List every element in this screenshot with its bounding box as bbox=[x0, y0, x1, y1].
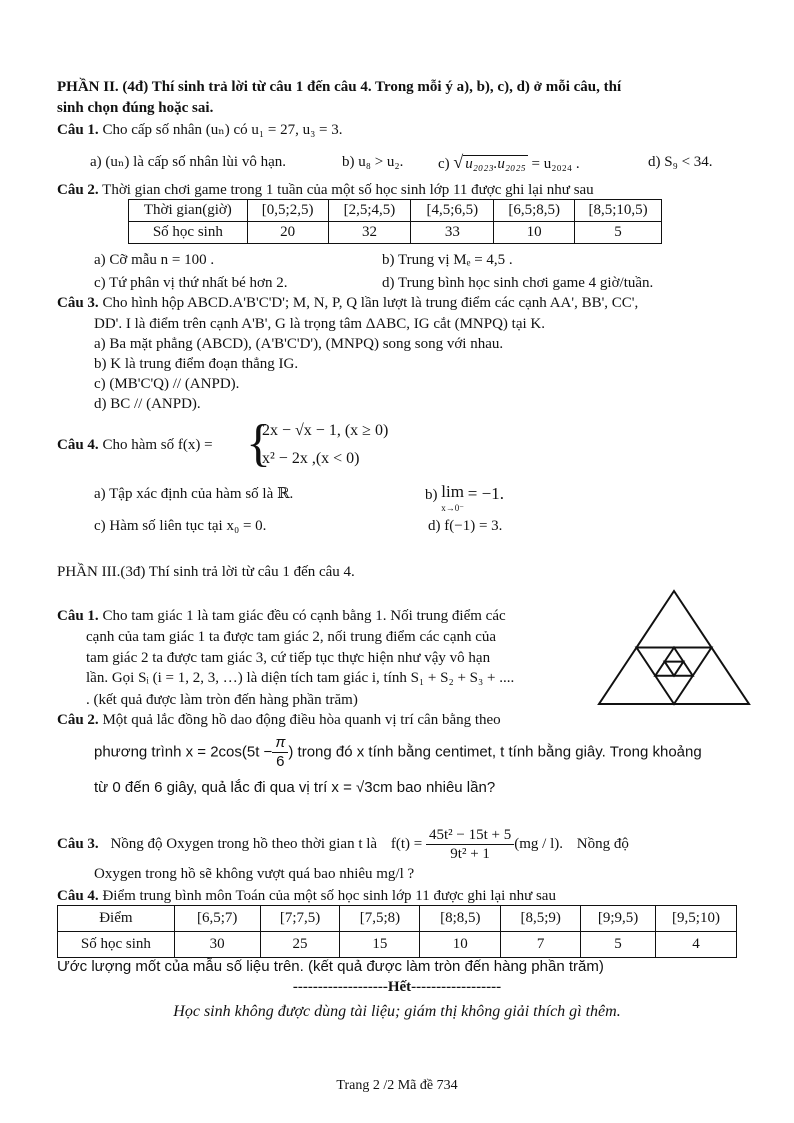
limit-value: = −1. bbox=[467, 484, 504, 503]
table-cell: 33 bbox=[411, 222, 494, 244]
limit-expression bbox=[441, 484, 464, 516]
table-cell: [0,5;2,5) bbox=[247, 200, 328, 222]
part2-q1-option-c bbox=[438, 152, 580, 174]
fraction-denominator: 6 bbox=[276, 753, 285, 770]
option-b-label: b) bbox=[425, 487, 438, 503]
question-text: Nồng độ Oxygen trong hồ theo thời gian t là bbox=[110, 836, 378, 852]
question-text: Một quả lắc đồng hồ dao động điều hòa quanh vị trí cân bằng theo bbox=[102, 712, 501, 728]
table-cell: 10 bbox=[420, 932, 501, 958]
fraction-numerator: π bbox=[272, 734, 288, 753]
table-cell: [7;7,5) bbox=[260, 906, 340, 932]
part3-q4-note: Ước lượng mốt của mẫu số liệu trên. (kết quả được làm tròn đến hàng phần trăm) bbox=[57, 958, 604, 975]
game-time-table bbox=[128, 199, 662, 244]
table-cell: [8,5;9) bbox=[501, 906, 581, 932]
part2-q4-option-d: d) f(−1) = 3. bbox=[428, 518, 503, 534]
question-stem: Cho cấp số nhân (uₙ) có u₁ = 27, u₃ = 3. bbox=[102, 122, 343, 138]
equation-suffix: ) trong đó x tính bằng centimet, t tính bằng giây. Trong khoảng bbox=[288, 743, 702, 761]
oxygen-fraction bbox=[426, 826, 514, 863]
function-prefix: f(t) = bbox=[390, 836, 423, 852]
table-cell: 10 bbox=[494, 222, 575, 244]
part3-q3-line1 bbox=[57, 826, 629, 863]
part2-q3-stem-line1 bbox=[57, 293, 638, 313]
table-row bbox=[129, 222, 662, 244]
equation-prefix: phương trình x = 2cos(5t − bbox=[94, 743, 273, 761]
pi-over-6-fraction bbox=[272, 734, 288, 771]
table-cell: [8;8,5) bbox=[420, 906, 501, 932]
part3-q1-line3: tam giác 2 ta được tam giác 3, cứ tiếp tục thực hiện như vậy vô hạn bbox=[86, 650, 491, 666]
piecewise-case-1: 2x − √x − 1, (x ≥ 0) bbox=[262, 422, 389, 439]
table-row bbox=[58, 932, 737, 958]
fraction-denominator: 9t² + 1 bbox=[450, 846, 490, 863]
part2-q4-option-a: a) Tập xác định của hàm số là ℝ. bbox=[94, 486, 294, 502]
question-text-end: Nồng độ bbox=[576, 836, 629, 852]
question-label: Câu 4. bbox=[57, 437, 99, 453]
table-header-row bbox=[129, 200, 662, 222]
part3-q3-line2: Oxygen trong hồ sẽ không vượt quá bao nhiêu mg/l ? bbox=[94, 866, 415, 882]
limit-operator: lim bbox=[441, 482, 464, 501]
table-cell: 5 bbox=[575, 222, 662, 244]
table-cell: Số học sinh bbox=[58, 932, 175, 958]
part2-q4-option-b bbox=[425, 484, 504, 516]
part2-q1-option-d: d) S₉ < 34. bbox=[648, 154, 713, 170]
option-c-suffix: = u₂₀₂₄ . bbox=[531, 156, 580, 172]
part3-q2-equation-line bbox=[94, 734, 702, 771]
part2-q2-option-a: a) Cỡ mẫu n = 100 . bbox=[94, 252, 215, 268]
triangle-4 bbox=[665, 662, 684, 676]
part3-header: PHẦN III.(3đ) Thí sinh trả lời từ câu 1 đến câu 4. bbox=[57, 564, 355, 580]
table-cell: [4,5;6,5) bbox=[411, 200, 494, 222]
part2-header-line1: PHẦN II. (4đ) Thí sinh trả lời từ câu 1 đến câu 4. Trong mỗi ý a), b), c), d) ở mỗi câu, thí bbox=[57, 79, 622, 95]
part2-q2-option-d: d) Trung bình học sinh chơi game 4 giờ/tuần. bbox=[382, 275, 654, 291]
part3-q1-line5: . (kết quả được làm tròn đến hàng phần trăm) bbox=[86, 692, 358, 708]
part2-q4-stem bbox=[57, 435, 213, 455]
fraction-numerator: 45t² − 15t + 5 bbox=[426, 826, 514, 845]
table-header-row bbox=[58, 906, 737, 932]
table-cell: 20 bbox=[247, 222, 328, 244]
part3-q1-line1 bbox=[57, 606, 506, 626]
nested-triangles-figure bbox=[596, 588, 752, 708]
end-marker: -------------------Hết------------------ bbox=[292, 979, 502, 995]
question-stem: Cho hình hộp ABCD.A'B'C'D'; M, N, P, Q lần lượt là trung điểm các cạnh AA', BB', CC', bbox=[102, 295, 639, 311]
math-score-table bbox=[57, 905, 737, 958]
table-cell: 32 bbox=[328, 222, 411, 244]
part3-q2-line1 bbox=[57, 710, 501, 730]
question-label: Câu 1. bbox=[57, 122, 99, 138]
option-c-radicand: u₂₀₂₃.u₂₀₂₅ bbox=[465, 156, 526, 172]
part3-q4-stem bbox=[57, 886, 556, 906]
question-label: Câu 1. bbox=[57, 608, 99, 624]
question-stem: Cho hàm số f(x) = bbox=[102, 437, 213, 453]
question-stem: Thời gian chơi game trong 1 tuần của một số học sinh lớp 11 được ghi lại như sau bbox=[102, 182, 594, 198]
piecewise-case-2: x² − 2x ,(x < 0) bbox=[262, 450, 360, 467]
question-label: Câu 3. bbox=[57, 836, 99, 852]
option-c-label: c) bbox=[438, 156, 450, 172]
part2-q2-stem bbox=[57, 180, 594, 200]
part2-q1-stem bbox=[57, 120, 343, 140]
part3-q1-line4: lần. Gọi Sᵢ (i = 1, 2, 3, …) là diện tích tam giác i, tính S₁ + S₂ + S₃ + .... bbox=[86, 670, 515, 686]
part2-q2-option-b: b) Trung vị Mₑ = 4,5 . bbox=[382, 252, 513, 268]
table-cell: [9;9,5) bbox=[581, 906, 656, 932]
part3-q2-line3 bbox=[94, 778, 495, 798]
part2-q2-option-c: c) Tứ phân vị thứ nhất bé hơn 2. bbox=[94, 275, 288, 291]
question-label: Câu 2. bbox=[57, 712, 99, 728]
table-cell: [6,5;8,5) bbox=[494, 200, 575, 222]
function-unit: (mg / l). bbox=[514, 836, 563, 852]
table-cell: [7,5;8) bbox=[340, 906, 420, 932]
page-number: Trang 2 /2 Mã đề 734 bbox=[336, 1078, 458, 1093]
question-end: bao nhiêu lần? bbox=[392, 779, 496, 796]
part2-q3-stem-line2: DD'. I là điểm trên cạnh A'B', G là trọng tâm ΔABC, IG cắt (MNPQ) tại K. bbox=[94, 316, 546, 332]
part2-q4-option-c: c) Hàm số liên tục tại x₀ = 0. bbox=[94, 518, 267, 534]
table-cell: 30 bbox=[174, 932, 260, 958]
table-cell: [9,5;10) bbox=[656, 906, 737, 932]
table-cell: 5 bbox=[581, 932, 656, 958]
table-cell: 25 bbox=[260, 932, 340, 958]
part2-q3-option-b: b) K là trung điểm đoạn thẳng IG. bbox=[94, 356, 299, 372]
table-cell: [6,5;7) bbox=[174, 906, 260, 932]
sqrt-icon: √ bbox=[453, 152, 464, 172]
part2-q1-option-b: b) u₈ > u₂. bbox=[342, 154, 404, 170]
question-text: Cho tam giác 1 là tam giác đều có cạnh bằng 1. Nối trung điểm các bbox=[102, 608, 506, 624]
question-label: Câu 2. bbox=[57, 182, 99, 198]
position-text: từ 0 đến 6 giây, quả lắc đi qua vị trí x = √3cm bbox=[94, 779, 393, 796]
part2-q3-option-d: d) BC // (ANPD). bbox=[94, 396, 201, 412]
question-stem: Điểm trung bình môn Toán của một số học sinh lớp 11 được ghi lại như sau bbox=[102, 888, 556, 904]
question-label: Câu 4. bbox=[57, 888, 99, 904]
part2-q3-option-a: a) Ba mặt phẳng (ABCD), (A'B'C'D'), (MNPQ) song song với nhau. bbox=[94, 336, 504, 352]
question-label: Câu 3. bbox=[57, 295, 99, 311]
table-cell: [2,5;4,5) bbox=[328, 200, 411, 222]
table-cell: Số học sinh bbox=[129, 222, 248, 244]
part3-q1-line2: cạnh của tam giác 1 ta được tam giác 2, nối trung điểm các cạnh của bbox=[86, 629, 497, 645]
exam-instruction-note: Học sinh không được dùng tài liệu; giám thị không giải thích gì thêm. bbox=[173, 1003, 621, 1020]
table-cell: 7 bbox=[501, 932, 581, 958]
table-cell: 15 bbox=[340, 932, 420, 958]
left-brace-icon: { bbox=[246, 415, 271, 472]
part2-header-line2: sinh chọn đúng hoặc sai. bbox=[57, 100, 214, 116]
table-cell: Thời gian(giờ) bbox=[129, 200, 248, 222]
table-cell: 4 bbox=[656, 932, 737, 958]
table-cell: Điểm bbox=[58, 906, 175, 932]
part2-q1-option-a: a) (uₙ) là cấp số nhân lùi vô hạn. bbox=[90, 154, 287, 170]
limit-subscript: x→0⁻ bbox=[441, 503, 465, 513]
part2-q3-option-c: c) (MB'C'Q) // (ANPD). bbox=[94, 376, 240, 392]
table-cell: [8,5;10,5) bbox=[575, 200, 662, 222]
